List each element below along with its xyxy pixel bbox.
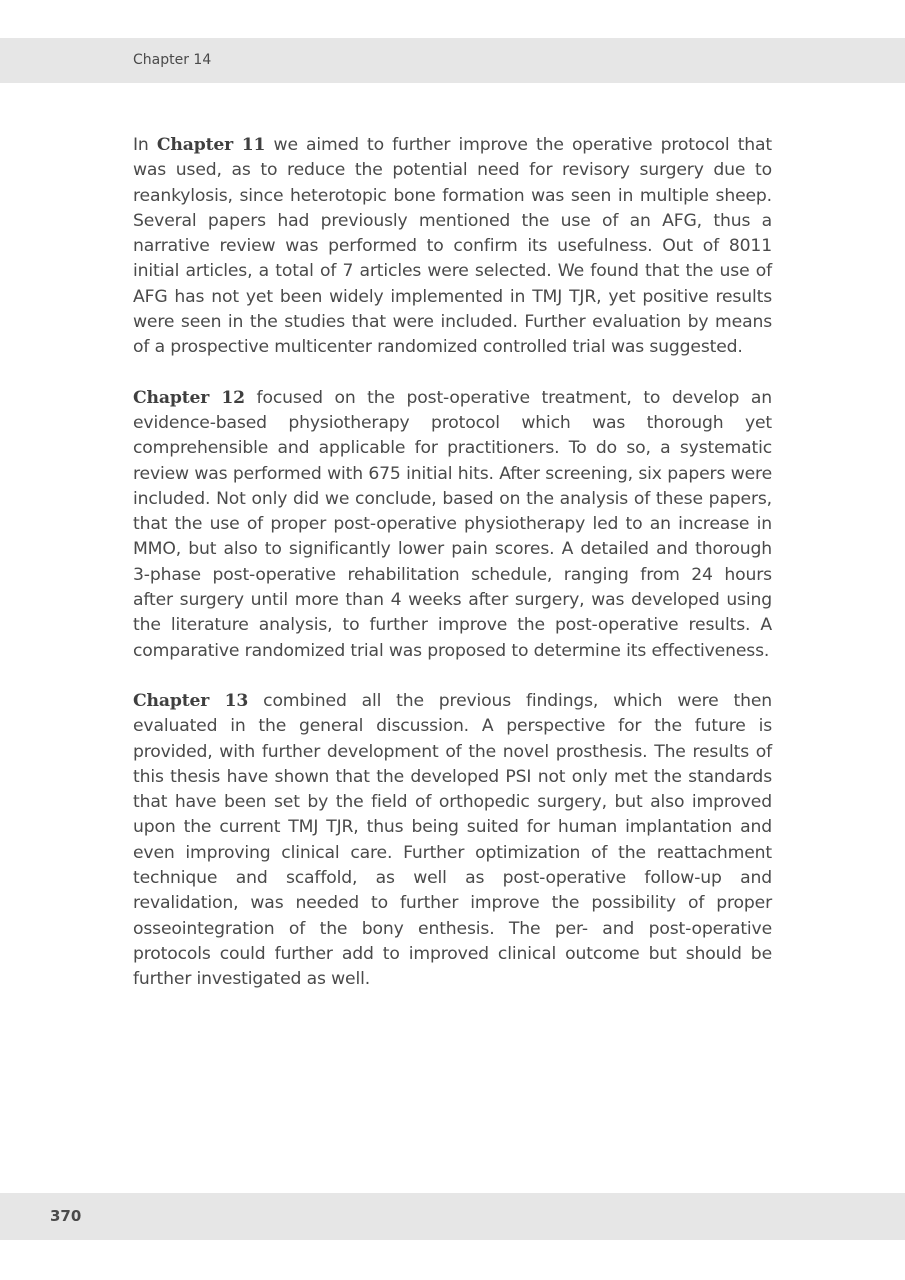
- page-footer: [0, 1193, 905, 1240]
- chapter-reference: Chapter 12: [133, 387, 245, 408]
- paragraph-chapter-13: [133, 689, 772, 993]
- body-text: [133, 133, 772, 1018]
- chapter-label: Chapter 14: [133, 52, 212, 68]
- paragraph-chapter-11: [133, 133, 772, 361]
- running-header: [0, 38, 905, 83]
- page-number: 370: [50, 1207, 82, 1225]
- paragraph-text: focused on the post-operative treatment, to develop an evidence-based physiotherapy protocol which was thorough yet comprehensible and applicable for practitioners. To do so, a systematic review was performed with 675 initial hits. After screening, six papers were included. Not only did we conclude, based on the analysis of these papers, that the use of proper post-operative physiotherapy led to an increase in MMO, but also to significantly lower pain scores. A detailed and thorough 3-phase post-operative rehabilitation schedule, ranging from 24 hours after surgery until more than 4 weeks after surgery, was developed using the literature analysis, to further improve the post-operative results. A comparative randomized trial was proposed to determine its effectiveness.: [133, 387, 772, 661]
- paragraph-lead: In: [133, 135, 157, 155]
- paragraph-text: we aimed to further improve the operative protocol that was used, as to reduce the potential need for revisory surgery due to reankylosis, since heterotopic bone formation was seen in multiple sheep. Several papers had previously mentioned the use of an AFG, thus a narrative review was performed to confirm its usefulness. Out of 8011 initial articles, a total of 7 articles were selected. We found that the use of AFG has not yet been widely implemented in TMJ TJR, yet positive results were seen in the studies that were included. Further evaluation by means of a prospective multicenter randomized controlled trial was suggested.: [133, 135, 773, 358]
- chapter-reference: Chapter 13: [133, 690, 249, 711]
- paragraph-text: combined all the previous findings, which were then evaluated in the general discussion. A perspective for the future is provided, with further development of the novel prosthesis. The results of this thesis have shown that the developed PSI not only met the standards that have been set by the field of orthopedic surgery, but also improved upon the current TMJ TJR, thus being suited for human implantation and even improving clinical care. Further optimization of the reattachment technique and scaffold, as well as post-operative follow-up and revalidation, was needed to further improve the possibility of proper osseointegration of the bony enthesis. The per- and post-operative protocols could further add to improved clinical outcome but should be further investigated as well.: [133, 690, 773, 990]
- chapter-reference: Chapter 11: [156, 135, 266, 155]
- paragraph-chapter-12: [133, 386, 772, 664]
